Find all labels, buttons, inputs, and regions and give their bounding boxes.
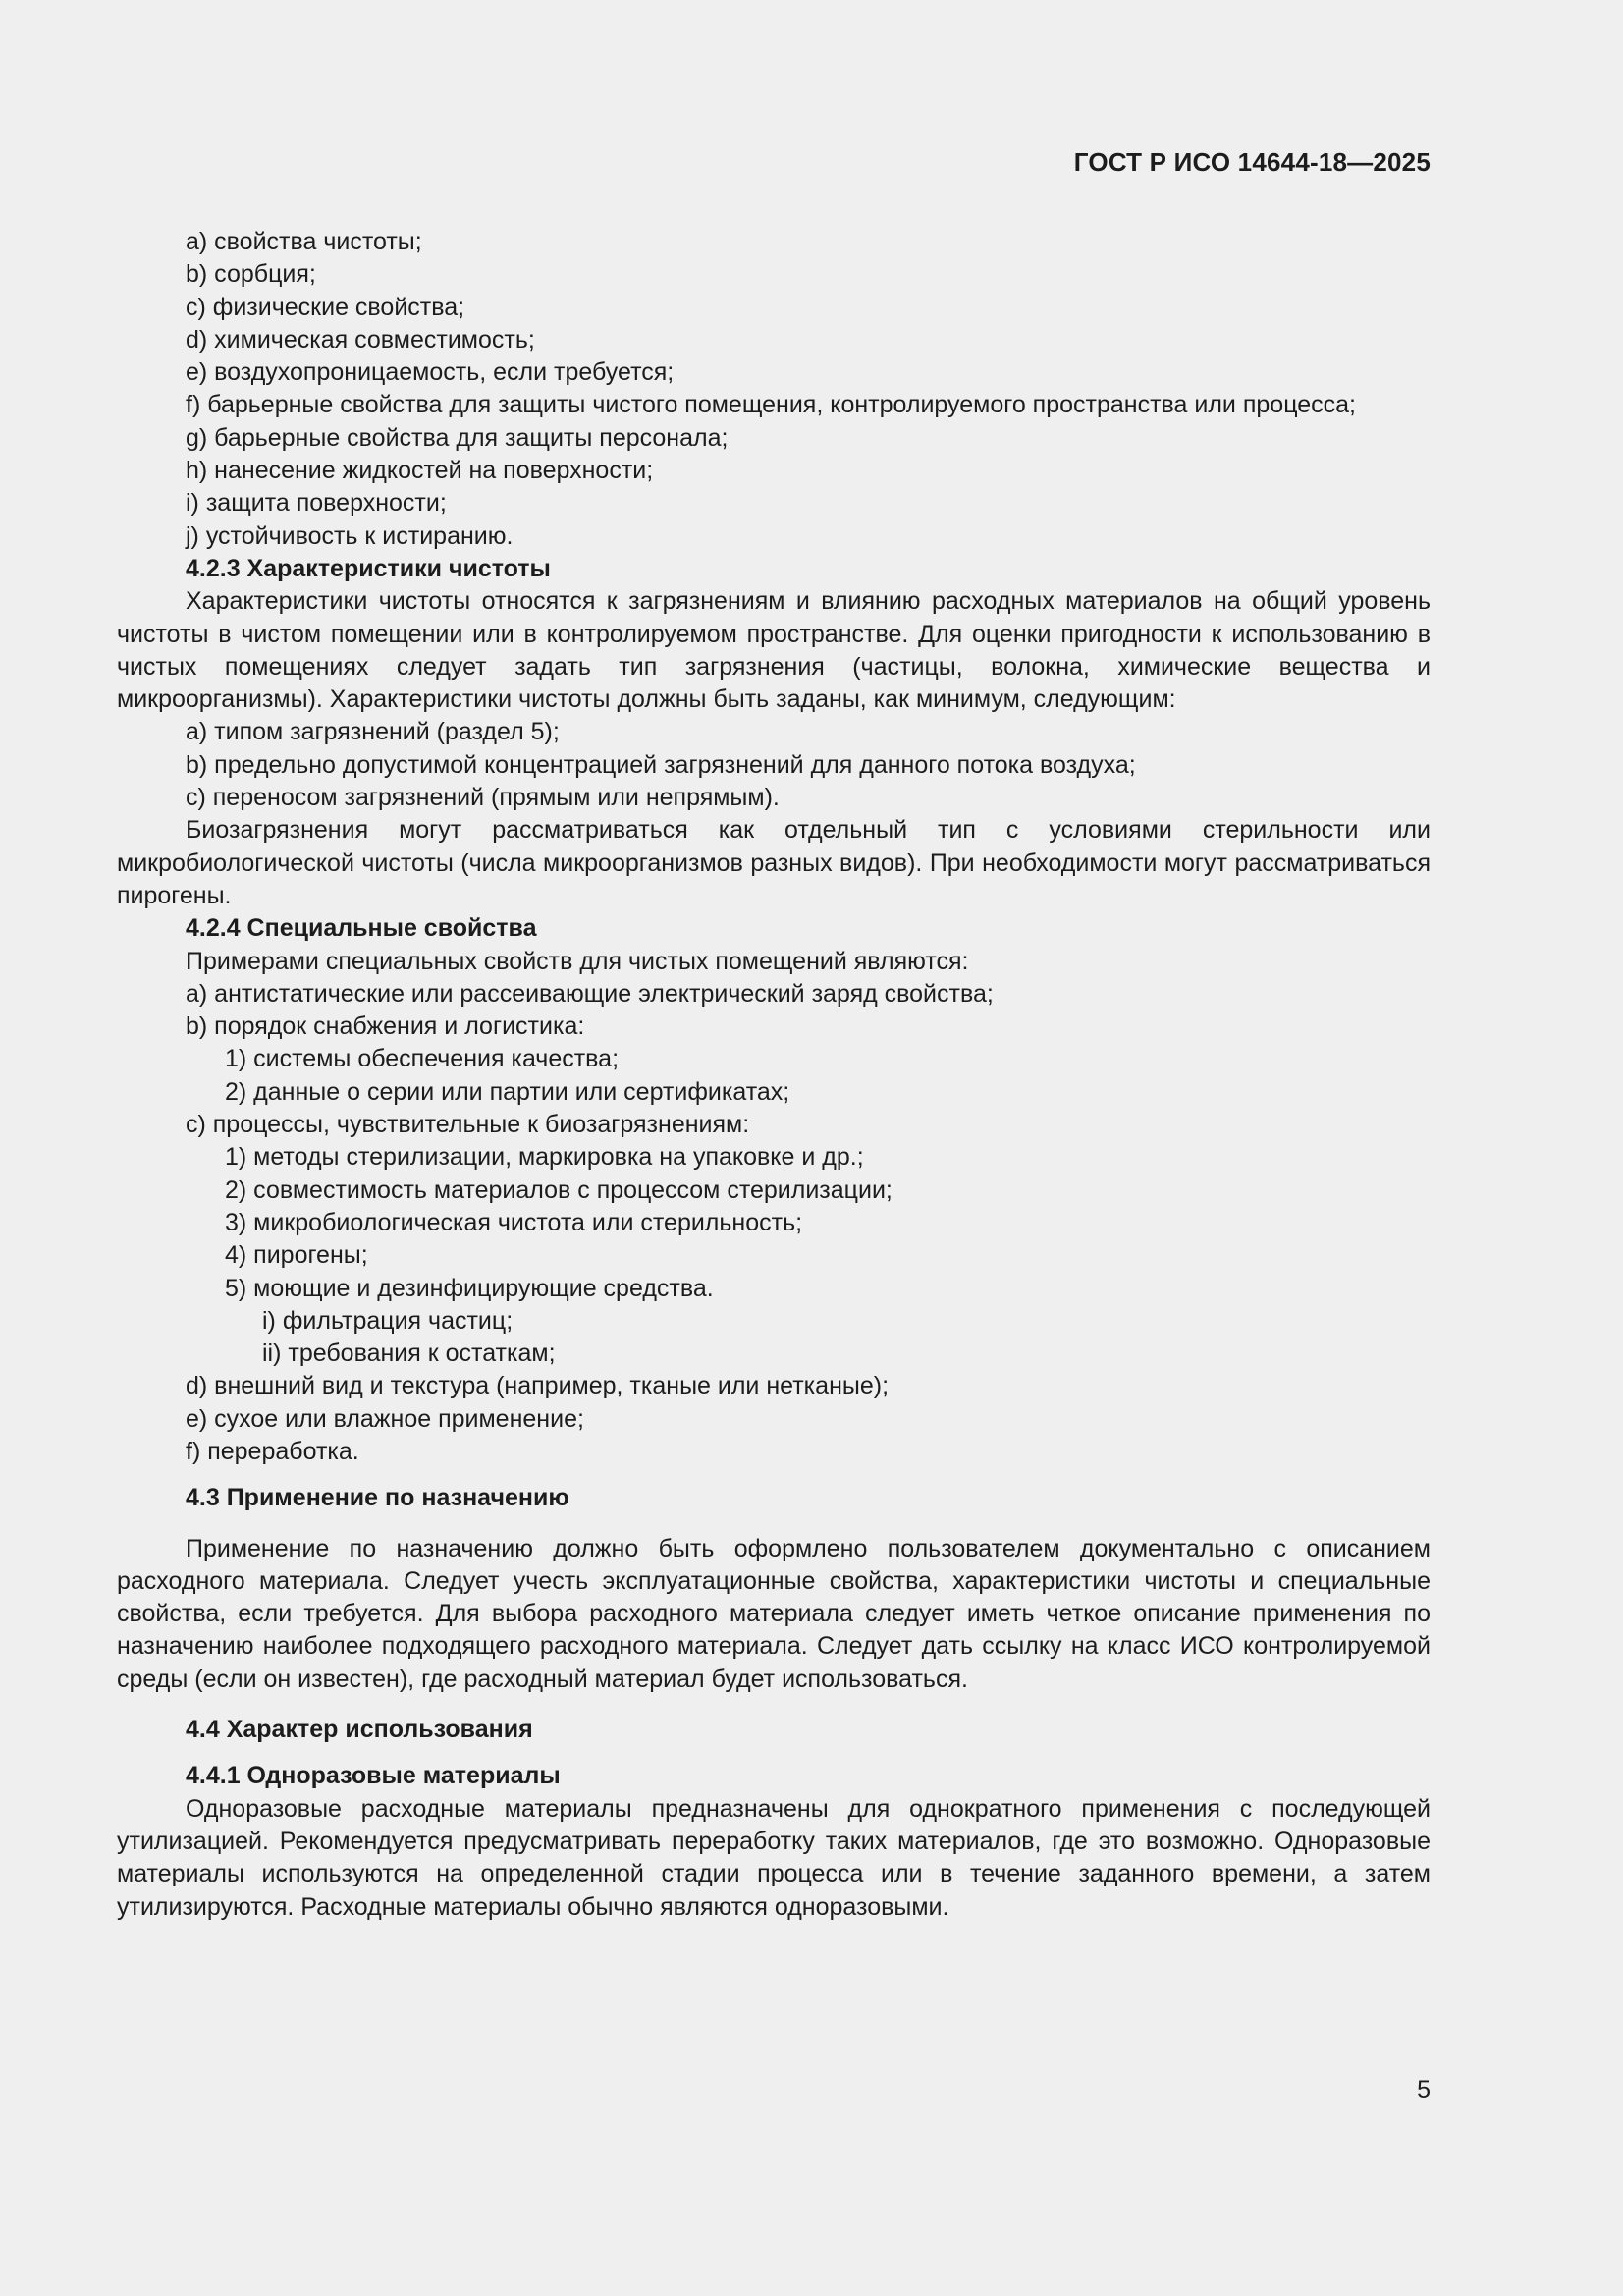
section-heading-4-4-1: 4.4.1 Одноразовые материалы	[186, 1762, 561, 1790]
list-item: i) защита поверхности;	[186, 489, 447, 518]
list-item: d) химическая совместимость;	[186, 325, 535, 354]
list-item: d) внешний вид и текстура (например, тканые или нетканые);	[186, 1372, 890, 1400]
page-number: 5	[1417, 2076, 1431, 2104]
list-item: h) нанесение жидкостей на поверхности;	[186, 457, 654, 485]
section-heading-4-2-4: 4.2.4 Специальные свойства	[186, 914, 537, 943]
list-subitem: 4) пирогены;	[225, 1241, 368, 1270]
list-item: c) физические свойства;	[186, 293, 465, 321]
list-item: j) устойчивость к истиранию.	[186, 521, 514, 550]
section-heading-4-3: 4.3 Применение по назначению	[186, 1484, 569, 1512]
list-item: g) барьерные свойства для защиты персонала;	[186, 423, 729, 452]
list-item: b) предельно допустимой концентрацией загрязнений для данного потока воздуха;	[186, 750, 1136, 779]
paragraph: Применение по назначению должно быть оформлено пользователем документально с описанием расходного материала. Следует учесть эксплуатационные свойства, характеристики чистоты и специальные свойства, если требуется. Для выбора расходного материала следует иметь четкое описание применения по назначению наиболее подходящего расходного материала. Следует дать ссылку на класс ИСО контролируемой среды (если он известен), где расходный материал будет использоваться.	[117, 1534, 1431, 1693]
list-subitem: 2) совместимость материалов с процессом стерилизации;	[225, 1175, 893, 1204]
list-item: f) барьерные свойства для защиты чистого помещения, контролируемого пространства или процесса;	[186, 391, 1356, 419]
section-heading-4-2-3: 4.2.3 Характеристики чистоты	[186, 554, 551, 582]
section-heading-4-4: 4.4 Характер использования	[186, 1716, 533, 1744]
list-subsubitem: ii) требования к остаткам;	[262, 1339, 556, 1368]
list-subsubitem: i) фильтрация частиц;	[262, 1306, 514, 1335]
list-subitem: 2) данные о серии или партии или сертификатах;	[225, 1077, 790, 1106]
list-subitem: 1) системы обеспечения качества;	[225, 1045, 620, 1073]
page-content	[117, 226, 1431, 1924]
list-subitem: 3) микробиологическая чистота или стерильность;	[225, 1208, 803, 1236]
list-item: a) свойства чистоты;	[186, 228, 422, 255]
list-subitem: 1) методы стерилизации, маркировка на упаковке и др.;	[225, 1143, 864, 1172]
list-item: a) типом загрязнений (раздел 5);	[186, 718, 560, 746]
paragraph: Примерами специальных свойств для чистых помещений являются:	[186, 947, 969, 975]
paragraph: Характеристики чистоты относятся к загрязнениям и влиянию расходных материалов на общий уровень чистоты в чистом помещении или в контролируемом пространстве. Для оценки пригодности к использованию в чистых помещениях следует задать тип загрязнения (частицы, волокна, химические вещества и микроорганизмы). Характеристики чистоты должны быть заданы, как минимум, следующим:	[117, 587, 1431, 714]
list-item: b) сорбция;	[186, 260, 316, 289]
list-subitem: 5) моющие и дезинфицирующие средства.	[225, 1274, 714, 1302]
list-item: c) процессы, чувствительные к биозагрязнениям:	[186, 1111, 750, 1139]
document-header: ГОСТ Р ИСО 14644-18—2025	[1073, 147, 1431, 177]
list-item: e) сухое или влажное применение;	[186, 1404, 584, 1433]
paragraph: Одноразовые расходные материалы предназначены для однократного применения с последующей утилизацией. Рекомендуется предусматривать переработку таких материалов, где это возможно. Одноразовые материалы используются на определенной стадии процесса или в течение заданного времени, а затем утилизируются. Расходные материалы обычно являются одноразовыми.	[117, 1794, 1431, 1921]
list-item: e) воздухопроницаемость, если требуется;	[186, 358, 675, 387]
list-item: b) порядок снабжения и логистика:	[186, 1012, 585, 1041]
list-item: c) переносом загрязнений (прямым или непрямым).	[186, 784, 780, 812]
list-item: f) переработка.	[186, 1437, 359, 1465]
list-item: a) антистатические или рассеивающие электрический заряд свойства;	[186, 979, 994, 1008]
paragraph: Биозагрязнения могут рассматриваться как отдельный тип с условиями стерильности или микробиологической чистоты (числа микроорганизмов разных видов). При необходимости могут рассматриваться пирогены.	[117, 816, 1431, 909]
